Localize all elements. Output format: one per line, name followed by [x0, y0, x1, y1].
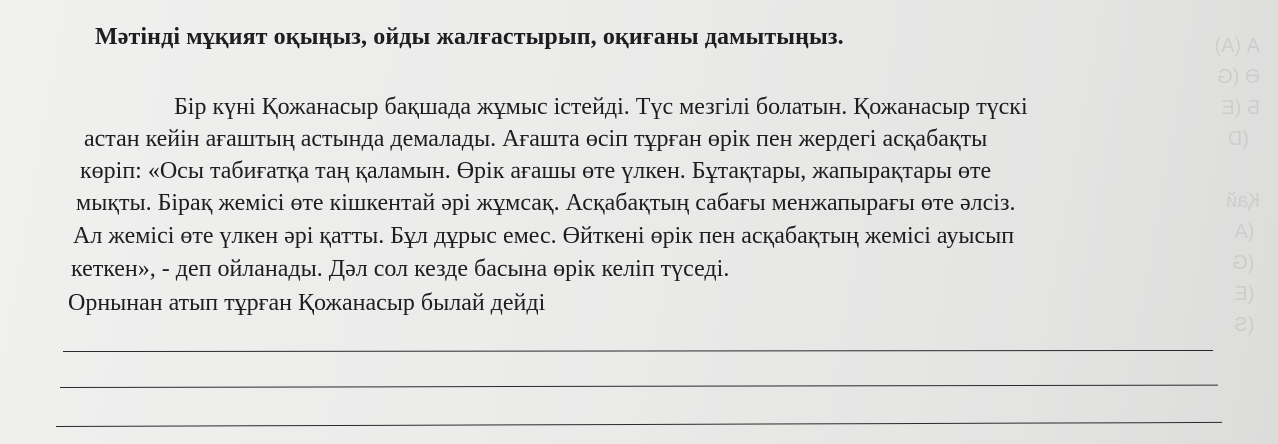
bleed-through-marks: А (A) Ә (G Б (E (D Қай (A (G (E (S: [1214, 35, 1260, 336]
paragraph-line-5: Ал жемісі өте үлкен әрі қатты. Бұл дұрыс емес. Өйткені өрік пен асқабақтың жемісі ауысып: [73, 223, 1015, 249]
paragraph-line-3: көріп: «Осы табиғатқа таң қаламын. Өрік ағашы өте үлкен. Бұтақтары, жапырақтары өте: [80, 158, 992, 184]
answer-line-2[interactable]: [60, 385, 1218, 388]
paragraph-line-4: мықты. Бірақ жемісі өте кішкентай әрі жұмсақ. Асқабақтың сабағы менжапырағы өте әлсіз.: [76, 190, 1016, 216]
paragraph-line-6: кеткен», - деп ойланады. Дәл сол кезде басына өрік келіп түседі.: [71, 256, 730, 282]
paragraph-line-1: Бір күні Қожанасыр бақшада жұмыс істейді. Түс мезгілі болатын. Қожанасыр түскі: [174, 94, 1028, 120]
answer-line-3[interactable]: [56, 422, 1222, 427]
paragraph-line-2: астан кейін ағаштың астында демалады. Ағашта өсіп тұрған өрік пен жердегі асқабақты: [84, 126, 988, 152]
instruction-heading: Мәтінді мұқият оқыңыз, ойды жалғастырып, оқиғаны дамытыңыз.: [95, 24, 844, 50]
story-prompt-line: Орнынан атып тұрған Қожанасыр былай дейді: [68, 290, 546, 316]
answer-line-1[interactable]: [63, 350, 1213, 352]
